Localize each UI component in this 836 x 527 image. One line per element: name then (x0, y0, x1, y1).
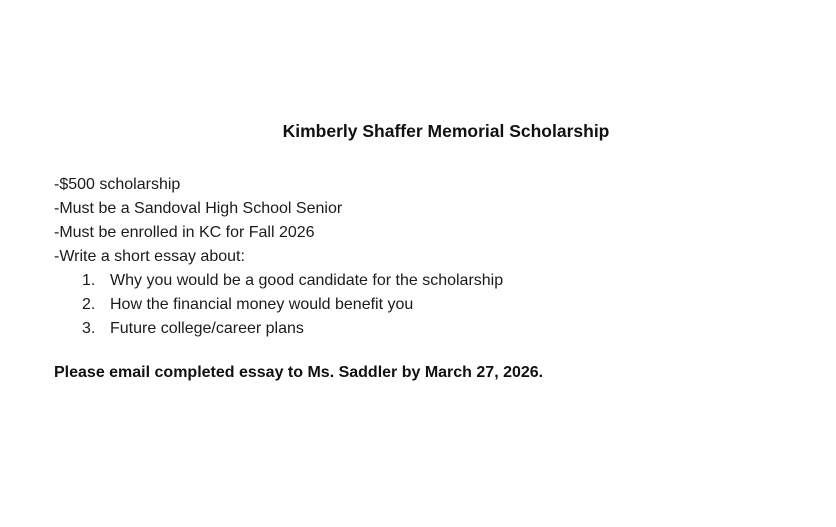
requirement-item: -Write a short essay about: (54, 248, 245, 265)
essay-topic-item (54, 269, 836, 293)
requirement-item: -Must be a Sandoval High School Senior (54, 200, 343, 217)
essay-topic-item (54, 317, 836, 341)
essay-topic-item (54, 293, 836, 317)
essay-topics-list (54, 269, 836, 341)
essay-topic-text: Future college/career plans (110, 320, 304, 337)
requirement-item: -$500 scholarship (54, 176, 181, 193)
essay-topic-text: How the financial money would benefit you (110, 296, 414, 313)
deadline-note: Please email completed essay to Ms. Saddler by March 27, 2026. (54, 364, 544, 381)
list-number: 2. (82, 296, 96, 313)
list-number: 3. (82, 320, 96, 337)
document-title: Kimberly Shaffer Memorial Scholarship (282, 121, 610, 141)
essay-topic-text: Why you would be a good candidate for the scholarship (110, 272, 504, 289)
requirement-item: -Must be enrolled in KC for Fall 2026 (54, 224, 315, 241)
requirements-section (0, 173, 836, 341)
list-number: 1. (82, 272, 96, 289)
